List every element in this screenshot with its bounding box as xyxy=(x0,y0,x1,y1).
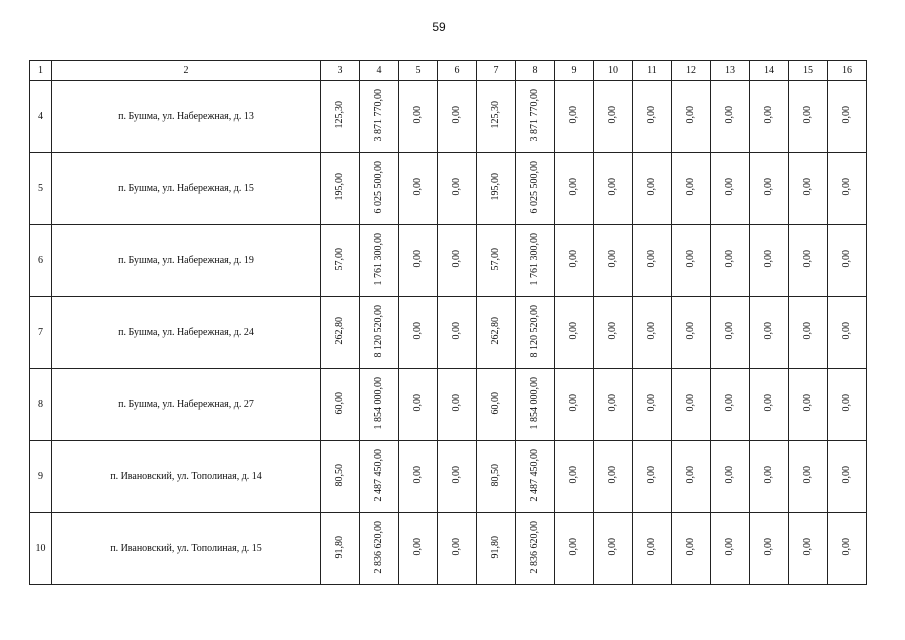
value-cell xyxy=(477,297,516,369)
value-c9: 0,00 xyxy=(568,250,579,268)
value-cell xyxy=(750,369,789,441)
address-cell: п. Ивановский, ул. Тополиная, д. 14 xyxy=(52,441,321,513)
value-c6: 0,00 xyxy=(451,394,462,412)
value-cell xyxy=(438,81,477,153)
value-cell xyxy=(828,153,867,225)
value-cell xyxy=(438,297,477,369)
value-c9: 0,00 xyxy=(568,106,579,124)
value-cell xyxy=(594,513,633,585)
value-cell xyxy=(594,81,633,153)
value-cell xyxy=(828,225,867,297)
value-c7: 195,00 xyxy=(490,173,501,201)
value-c9: 0,00 xyxy=(568,538,579,556)
value-cell xyxy=(672,297,711,369)
value-cell xyxy=(360,297,399,369)
table-row xyxy=(30,297,867,369)
value-cell xyxy=(594,297,633,369)
value-c10: 0,00 xyxy=(607,538,618,556)
value-cell xyxy=(399,297,438,369)
row-number: 7 xyxy=(30,297,52,369)
value-c15: 0,00 xyxy=(802,178,813,196)
value-c3: 80,50 xyxy=(334,463,345,487)
value-c12: 0,00 xyxy=(685,538,696,556)
value-cell xyxy=(321,153,360,225)
value-cell xyxy=(360,81,399,153)
value-c5: 0,00 xyxy=(412,250,423,268)
column-header: 14 xyxy=(750,61,789,81)
value-cell xyxy=(555,225,594,297)
value-c12: 0,00 xyxy=(685,106,696,124)
value-c8: 8 120 520,00 xyxy=(529,304,540,358)
value-c11: 0,00 xyxy=(646,394,657,412)
value-c13: 0,00 xyxy=(724,178,735,196)
value-cell xyxy=(555,369,594,441)
row-number: 8 xyxy=(30,369,52,441)
value-c7: 57,00 xyxy=(490,247,501,271)
value-c10: 0,00 xyxy=(607,466,618,484)
value-c4: 1 761 300,00 xyxy=(373,232,384,286)
value-cell xyxy=(360,441,399,513)
address-cell: п. Бушма, ул. Набережная, д. 19 xyxy=(52,225,321,297)
value-cell xyxy=(789,153,828,225)
value-c14: 0,00 xyxy=(763,250,774,268)
column-header: 10 xyxy=(594,61,633,81)
address-cell: п. Бушма, ул. Набережная, д. 27 xyxy=(52,369,321,441)
value-c4: 6 025 500,00 xyxy=(373,160,384,214)
value-c7: 91,80 xyxy=(490,535,501,559)
value-c5: 0,00 xyxy=(412,394,423,412)
value-cell xyxy=(477,153,516,225)
row-number: 4 xyxy=(30,81,52,153)
column-header: 16 xyxy=(828,61,867,81)
value-cell xyxy=(789,81,828,153)
column-number-row xyxy=(30,61,867,81)
value-c6: 0,00 xyxy=(451,322,462,340)
value-cell xyxy=(711,153,750,225)
value-cell xyxy=(516,81,555,153)
value-cell xyxy=(477,81,516,153)
value-cell xyxy=(399,369,438,441)
value-c16: 0,00 xyxy=(841,538,852,556)
value-cell xyxy=(633,513,672,585)
column-header: 4 xyxy=(360,61,399,81)
value-cell xyxy=(555,297,594,369)
value-c3: 60,00 xyxy=(334,391,345,415)
value-c13: 0,00 xyxy=(724,250,735,268)
value-c7: 80,50 xyxy=(490,463,501,487)
value-cell xyxy=(360,513,399,585)
value-c4: 8 120 520,00 xyxy=(373,304,384,358)
value-cell xyxy=(828,81,867,153)
value-c4: 2 836 620,00 xyxy=(373,520,384,574)
value-c10: 0,00 xyxy=(607,106,618,124)
row-number: 10 xyxy=(30,513,52,585)
value-c16: 0,00 xyxy=(841,322,852,340)
page-number: 59 xyxy=(432,20,446,34)
column-header: 1 xyxy=(30,61,52,81)
value-cell xyxy=(477,369,516,441)
value-cell xyxy=(750,297,789,369)
value-cell xyxy=(633,297,672,369)
value-cell xyxy=(594,441,633,513)
value-cell xyxy=(633,225,672,297)
value-c9: 0,00 xyxy=(568,322,579,340)
row-number: 5 xyxy=(30,153,52,225)
value-cell xyxy=(321,441,360,513)
value-cell xyxy=(321,81,360,153)
value-c12: 0,00 xyxy=(685,466,696,484)
value-c11: 0,00 xyxy=(646,322,657,340)
value-cell xyxy=(516,297,555,369)
value-c10: 0,00 xyxy=(607,394,618,412)
value-cell xyxy=(516,441,555,513)
value-cell xyxy=(750,81,789,153)
value-c7: 262,80 xyxy=(490,317,501,345)
value-cell xyxy=(399,81,438,153)
value-c11: 0,00 xyxy=(646,106,657,124)
value-cell xyxy=(711,297,750,369)
value-c4: 3 871 770,00 xyxy=(373,88,384,142)
value-cell xyxy=(321,513,360,585)
value-cell xyxy=(672,153,711,225)
value-c8: 2 836 620,00 xyxy=(529,520,540,574)
value-cell xyxy=(711,81,750,153)
value-c14: 0,00 xyxy=(763,394,774,412)
value-cell xyxy=(555,153,594,225)
value-cell xyxy=(321,369,360,441)
value-cell xyxy=(594,369,633,441)
value-c14: 0,00 xyxy=(763,538,774,556)
value-c4: 1 854 000,00 xyxy=(373,376,384,430)
value-cell xyxy=(711,441,750,513)
value-cell xyxy=(555,441,594,513)
value-cell xyxy=(750,153,789,225)
value-cell xyxy=(438,513,477,585)
value-cell xyxy=(828,513,867,585)
row-number: 6 xyxy=(30,225,52,297)
value-c15: 0,00 xyxy=(802,394,813,412)
value-c16: 0,00 xyxy=(841,106,852,124)
value-c16: 0,00 xyxy=(841,178,852,196)
value-cell xyxy=(789,441,828,513)
value-c13: 0,00 xyxy=(724,394,735,412)
value-cell xyxy=(633,81,672,153)
value-c14: 0,00 xyxy=(763,178,774,196)
value-c5: 0,00 xyxy=(412,538,423,556)
value-c3: 91,80 xyxy=(334,535,345,559)
value-c7: 60,00 xyxy=(490,391,501,415)
value-cell xyxy=(438,441,477,513)
table-row xyxy=(30,441,867,513)
value-c13: 0,00 xyxy=(724,322,735,340)
register-table xyxy=(29,60,867,585)
value-cell xyxy=(360,225,399,297)
value-cell xyxy=(477,225,516,297)
value-cell xyxy=(789,369,828,441)
column-header: 6 xyxy=(438,61,477,81)
value-c16: 0,00 xyxy=(841,466,852,484)
value-cell xyxy=(633,369,672,441)
value-c5: 0,00 xyxy=(412,106,423,124)
column-header: 9 xyxy=(555,61,594,81)
value-c14: 0,00 xyxy=(763,466,774,484)
value-cell xyxy=(789,513,828,585)
value-c4: 2 487 450,00 xyxy=(373,448,384,502)
value-cell xyxy=(321,297,360,369)
value-c8: 1 854 000,00 xyxy=(529,376,540,430)
value-c9: 0,00 xyxy=(568,394,579,412)
value-c13: 0,00 xyxy=(724,538,735,556)
value-c11: 0,00 xyxy=(646,466,657,484)
value-c8: 2 487 450,00 xyxy=(529,448,540,502)
value-cell xyxy=(750,513,789,585)
value-cell xyxy=(399,225,438,297)
value-cell xyxy=(711,225,750,297)
value-cell xyxy=(750,441,789,513)
value-cell xyxy=(672,513,711,585)
value-cell xyxy=(360,153,399,225)
value-cell xyxy=(828,441,867,513)
value-cell xyxy=(672,81,711,153)
value-c15: 0,00 xyxy=(802,250,813,268)
value-c15: 0,00 xyxy=(802,322,813,340)
value-c16: 0,00 xyxy=(841,250,852,268)
value-c10: 0,00 xyxy=(607,250,618,268)
table-row xyxy=(30,81,867,153)
value-c9: 0,00 xyxy=(568,178,579,196)
value-cell xyxy=(438,153,477,225)
value-cell xyxy=(594,225,633,297)
value-c5: 0,00 xyxy=(412,466,423,484)
column-header: 13 xyxy=(711,61,750,81)
value-cell xyxy=(633,153,672,225)
value-c6: 0,00 xyxy=(451,178,462,196)
value-c3: 57,00 xyxy=(334,247,345,271)
value-c12: 0,00 xyxy=(685,250,696,268)
value-c3: 195,00 xyxy=(334,173,345,201)
value-cell xyxy=(828,297,867,369)
value-c3: 125,30 xyxy=(334,101,345,129)
value-cell xyxy=(555,81,594,153)
column-header: 12 xyxy=(672,61,711,81)
address-cell: п. Бушма, ул. Набережная, д. 13 xyxy=(52,81,321,153)
value-cell xyxy=(477,441,516,513)
column-header: 15 xyxy=(789,61,828,81)
value-c8: 1 761 300,00 xyxy=(529,232,540,286)
value-c10: 0,00 xyxy=(607,178,618,196)
address-cell: п. Бушма, ул. Набережная, д. 15 xyxy=(52,153,321,225)
value-c15: 0,00 xyxy=(802,106,813,124)
row-number: 9 xyxy=(30,441,52,513)
value-cell xyxy=(360,369,399,441)
value-cell xyxy=(672,441,711,513)
value-c12: 0,00 xyxy=(685,178,696,196)
value-c3: 262,80 xyxy=(334,317,345,345)
table-row xyxy=(30,369,867,441)
column-header: 11 xyxy=(633,61,672,81)
value-cell xyxy=(711,513,750,585)
value-cell xyxy=(711,369,750,441)
value-c7: 125,30 xyxy=(490,101,501,129)
value-cell xyxy=(672,369,711,441)
value-cell xyxy=(672,225,711,297)
value-c11: 0,00 xyxy=(646,538,657,556)
value-cell xyxy=(516,513,555,585)
value-c5: 0,00 xyxy=(412,178,423,196)
address-cell: п. Бушма, ул. Набережная, д. 24 xyxy=(52,297,321,369)
value-cell xyxy=(594,153,633,225)
value-c6: 0,00 xyxy=(451,250,462,268)
value-c12: 0,00 xyxy=(685,394,696,412)
value-cell xyxy=(789,225,828,297)
column-header: 3 xyxy=(321,61,360,81)
value-cell xyxy=(438,369,477,441)
value-c12: 0,00 xyxy=(685,322,696,340)
value-cell xyxy=(399,513,438,585)
table-row xyxy=(30,225,867,297)
value-cell xyxy=(828,369,867,441)
value-c16: 0,00 xyxy=(841,394,852,412)
column-header: 8 xyxy=(516,61,555,81)
value-c6: 0,00 xyxy=(451,106,462,124)
value-c8: 3 871 770,00 xyxy=(529,88,540,142)
value-c15: 0,00 xyxy=(802,466,813,484)
value-c6: 0,00 xyxy=(451,466,462,484)
value-c6: 0,00 xyxy=(451,538,462,556)
value-cell xyxy=(399,441,438,513)
value-c8: 6 025 500,00 xyxy=(529,160,540,214)
column-header: 5 xyxy=(399,61,438,81)
address-cell: п. Ивановский, ул. Тополиная, д. 15 xyxy=(52,513,321,585)
value-c13: 0,00 xyxy=(724,466,735,484)
value-c9: 0,00 xyxy=(568,466,579,484)
value-cell xyxy=(555,513,594,585)
value-c15: 0,00 xyxy=(802,538,813,556)
value-c14: 0,00 xyxy=(763,106,774,124)
value-cell xyxy=(750,225,789,297)
value-c5: 0,00 xyxy=(412,322,423,340)
value-cell xyxy=(516,153,555,225)
value-cell xyxy=(321,225,360,297)
value-cell xyxy=(438,225,477,297)
value-c14: 0,00 xyxy=(763,322,774,340)
value-cell xyxy=(516,369,555,441)
value-c11: 0,00 xyxy=(646,178,657,196)
column-header: 2 xyxy=(52,61,321,81)
value-c11: 0,00 xyxy=(646,250,657,268)
value-cell xyxy=(477,513,516,585)
value-cell xyxy=(516,225,555,297)
value-c13: 0,00 xyxy=(724,106,735,124)
value-cell xyxy=(399,153,438,225)
table-row xyxy=(30,513,867,585)
value-c10: 0,00 xyxy=(607,322,618,340)
value-cell xyxy=(633,441,672,513)
value-cell xyxy=(789,297,828,369)
table-row xyxy=(30,153,867,225)
column-header: 7 xyxy=(477,61,516,81)
